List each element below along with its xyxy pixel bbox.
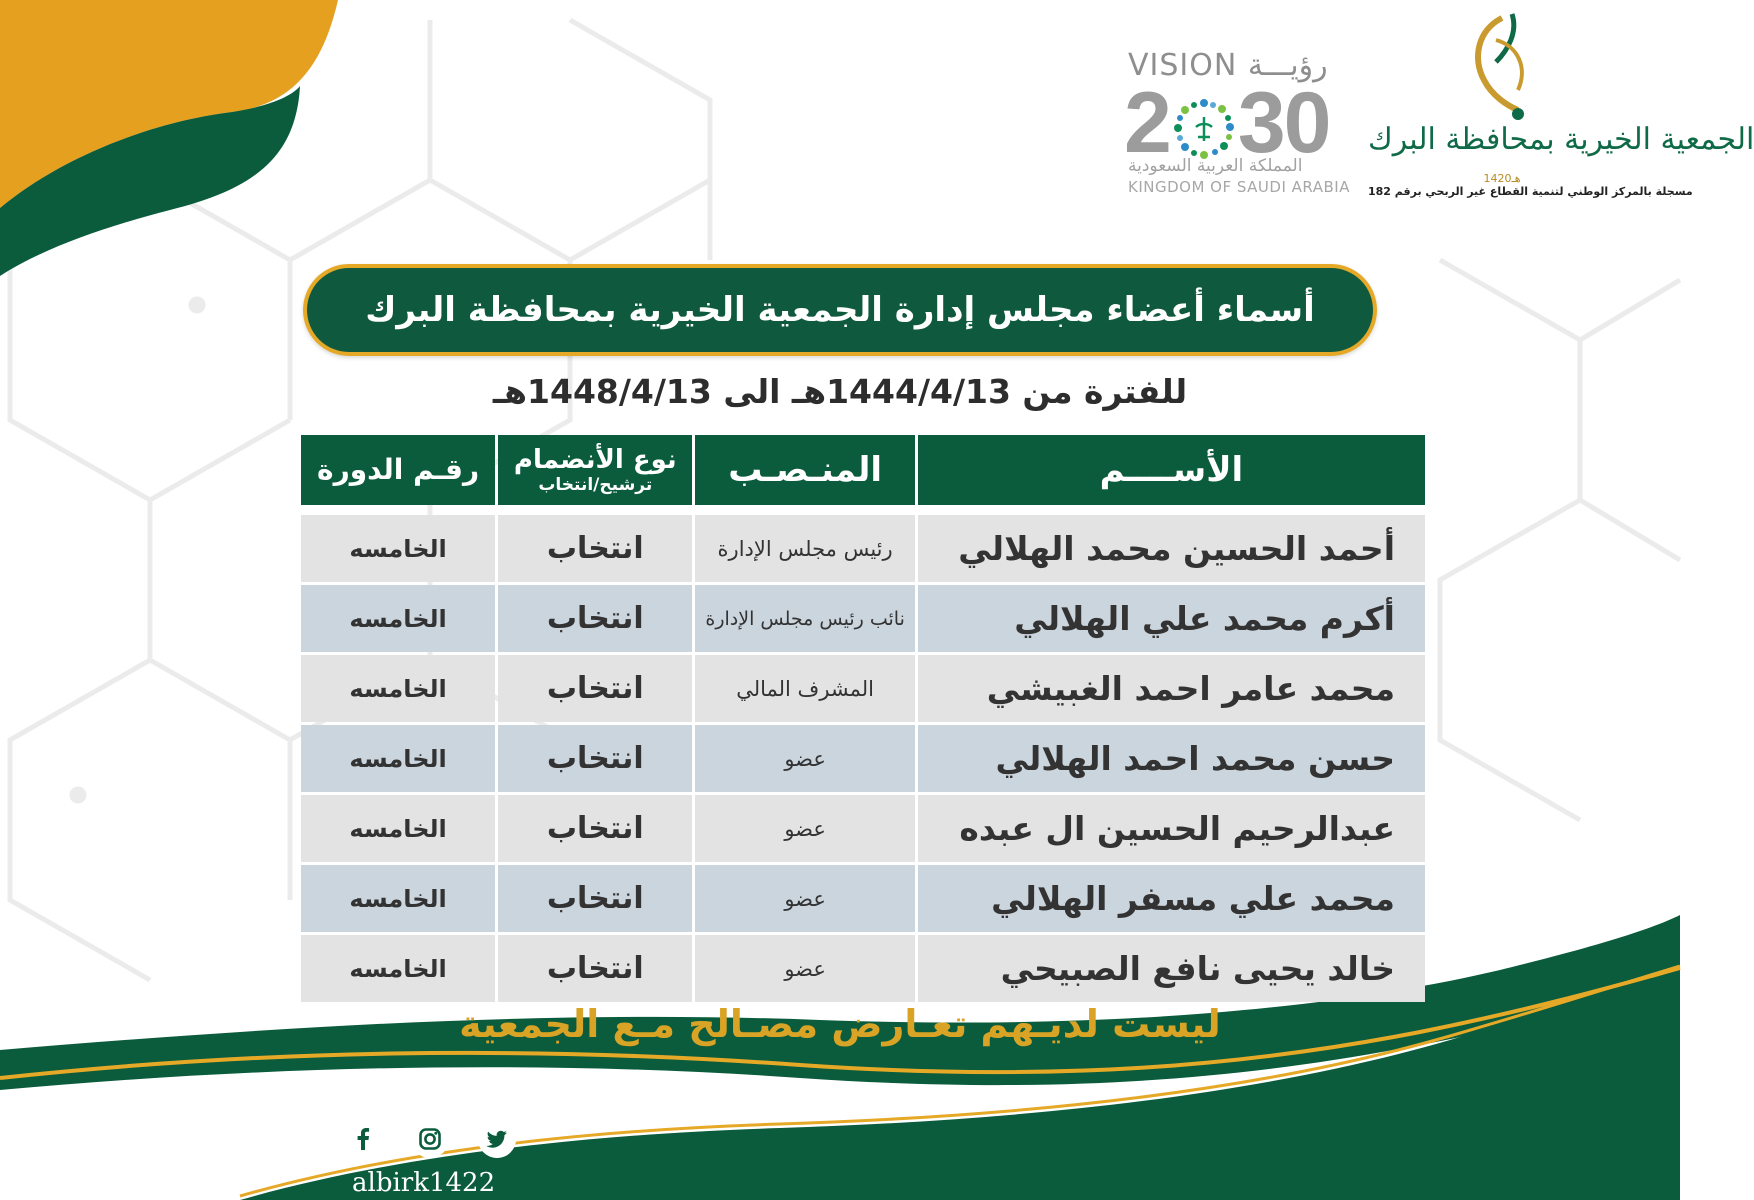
member-term: الخامسه	[301, 515, 495, 582]
calligraphy-emblem-icon	[1368, 10, 1636, 125]
member-join-type: انتخاب	[498, 515, 692, 582]
table-row	[301, 935, 1425, 1002]
organization-registration: مسجلة بالمركز الوطني لتنمية القطاع غير الربحي برقم 182	[1368, 185, 1693, 198]
member-position: عضو	[695, 935, 914, 1002]
member-term: الخامسه	[301, 725, 495, 792]
organization-year: 1420هـ	[1483, 172, 1521, 185]
member-position: رئيس مجلس الإدارة	[695, 515, 914, 582]
member-name: حسن محمد احمد الهلالي	[918, 725, 1425, 792]
period-subtitle: للفترة من 1444/4/13هـ الى 1448/4/13هـ	[492, 372, 1188, 411]
header-position: المنـصـب	[695, 435, 914, 505]
vision-2030-logo	[1120, 40, 1365, 200]
member-name: أكرم محمد علي الهلالي	[918, 585, 1425, 652]
header-type: نوع الأنضمام ترشيح/انتخاب	[498, 435, 692, 505]
member-position: عضو	[695, 865, 914, 932]
vision-digit-left: 2	[1124, 75, 1170, 171]
member-position: عضو	[695, 795, 914, 862]
board-members-table	[298, 432, 1428, 1005]
member-term: الخامسه	[301, 655, 495, 722]
header-term: رقـم الدورة	[301, 435, 495, 505]
table-row	[301, 515, 1425, 582]
table-row	[301, 585, 1425, 652]
member-join-type: انتخاب	[498, 935, 692, 1002]
facebook-icon[interactable]	[344, 1120, 382, 1158]
vision-country-english: KINGDOM OF SAUDI ARABIA	[1128, 178, 1350, 196]
vision-emblem-icon	[1172, 97, 1236, 161]
member-name: عبدالرحيم الحسين ال عبده	[918, 795, 1425, 862]
table-row	[301, 795, 1425, 862]
member-name: محمد عامر احمد الغبيشي	[918, 655, 1425, 722]
table-row	[301, 865, 1425, 932]
member-join-type: انتخاب	[498, 585, 692, 652]
member-join-type: انتخاب	[498, 725, 692, 792]
table-row	[301, 655, 1425, 722]
member-join-type: انتخاب	[498, 865, 692, 932]
member-join-type: انتخاب	[498, 795, 692, 862]
vision-country-arabic: المملكة العربية السعودية	[1128, 156, 1303, 176]
member-term: الخامسه	[301, 865, 495, 932]
member-position: نائب رئيس مجلس الإدارة	[695, 585, 914, 652]
member-position: المشرف المالي	[695, 655, 914, 722]
table-row	[301, 725, 1425, 792]
page-title: أسماء أعضاء مجلس إدارة الجمعية الخيرية بمحافظة البرك	[365, 290, 1315, 330]
member-name: خالد يحيى نافع الصبيحي	[918, 935, 1425, 1002]
instagram-icon[interactable]	[411, 1120, 449, 1158]
page-title-banner	[303, 264, 1377, 356]
social-handle: albirk1422	[352, 1168, 496, 1198]
member-term: الخامسه	[301, 795, 495, 862]
conflict-of-interest-note: ليست لديـهم تعـارض مصـالح مـع الجمعية	[459, 1002, 1221, 1046]
member-term: الخامسه	[301, 585, 495, 652]
member-join-type: انتخاب	[498, 655, 692, 722]
member-name: محمد علي مسفر الهلالي	[918, 865, 1425, 932]
member-name: أحمد الحسين محمد الهلالي	[918, 515, 1425, 582]
twitter-icon[interactable]	[478, 1120, 516, 1158]
header-name: الأســــم	[918, 435, 1425, 505]
organization-name: الجمعية الخيرية بمحافظة البرك	[1368, 122, 1754, 157]
vision-label: VISION رؤيـــة	[1128, 48, 1328, 83]
organization-logo	[1368, 10, 1754, 200]
member-term: الخامسه	[301, 935, 495, 1002]
member-position: عضو	[695, 725, 914, 792]
table-header-row	[301, 435, 1425, 505]
vision-digit-right: 30	[1237, 75, 1330, 171]
